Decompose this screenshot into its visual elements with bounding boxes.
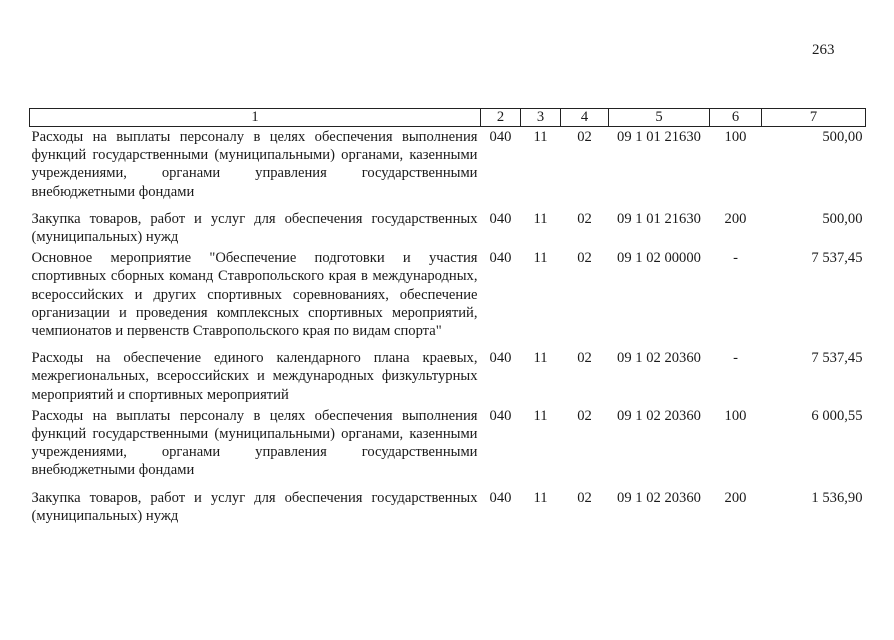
table-row [30,488,866,527]
row-amount: 1 536,90 [811,489,863,506]
table-row [30,406,866,488]
row-code-subsection: 02 [577,250,592,267]
row-code-ministry: 040 [489,210,512,227]
row-code-subsection: 02 [577,129,592,145]
column-header-5: 5 [609,109,710,127]
row-code-expense-type: 200 [724,210,747,227]
row-code-ministry: 040 [489,129,512,145]
row-code-target: 09 1 01 21630 [617,129,701,145]
table-row [30,248,866,348]
column-header-2: 2 [481,109,521,127]
row-name: Закупка товаров, работ и услуг для обеспечения государственных (муниципальных) нужд [31,489,478,524]
row-code-section: 11 [533,489,548,506]
budget-table [29,108,866,527]
table-row [30,348,866,406]
row-code-ministry: 040 [489,407,512,424]
row-code-ministry: 040 [489,350,512,367]
row-code-target: 09 1 02 00000 [617,250,701,267]
row-amount: 7 537,45 [811,250,863,267]
row-code-section: 11 [533,250,548,267]
row-name: Закупка товаров, работ и услуг для обеспечения государственных (муниципальных) нужд [31,210,478,246]
row-code-target: 09 1 01 21630 [617,210,701,227]
row-code-section: 11 [533,350,548,367]
table-header [30,109,866,127]
row-code-expense-type: - [733,350,738,367]
row-amount: 500,00 [822,129,863,145]
row-code-target: 09 1 02 20360 [617,407,701,424]
row-name: Расходы на выплаты персоналу в целях обеспечения выполнения функций государственными (муниципальными) органами, казенными учреждениями, органами управления государственными внебюджетными фондами [31,129,478,200]
row-code-expense-type: - [733,250,738,267]
row-code-subsection: 02 [577,350,592,367]
table-body [30,127,866,528]
row-name: Расходы на выплаты персоналу в целях обеспечения выполнения функций государственными (муниципальными) органами, казенными учреждениями, органами управления государственными внебюджетными фондами [31,407,478,479]
header-row [30,109,866,127]
column-header-1: 1 [30,109,481,127]
table-row [30,127,866,209]
row-code-section: 11 [533,407,548,424]
row-code-ministry: 040 [489,250,512,267]
row-code-ministry: 040 [489,489,512,506]
row-code-section: 11 [533,129,548,145]
row-name: Расходы на обеспечение единого календарного плана краевых, межрегиональных, всероссийских и международных физкультурных мероприятий и спортивных мероприятий [31,350,478,403]
column-header-7: 7 [762,109,866,127]
row-code-target: 09 1 02 20360 [617,350,701,367]
column-header-4: 4 [561,109,609,127]
page-number: 263 [812,42,835,58]
column-header-3: 3 [521,109,561,127]
row-code-subsection: 02 [577,407,592,424]
row-code-target: 09 1 02 20360 [617,489,701,506]
row-code-subsection: 02 [577,210,592,227]
row-amount: 500,00 [822,210,863,227]
row-code-subsection: 02 [577,489,592,506]
table-row [30,209,866,248]
column-header-6: 6 [710,109,762,127]
row-code-expense-type: 100 [724,129,747,145]
row-code-expense-type: 100 [724,407,747,424]
row-code-expense-type: 200 [724,489,747,506]
row-amount: 6 000,55 [811,407,863,424]
row-name: Основное мероприятие "Обеспечение подготовки и участия спортивных сборных команд Ставропольского края в международных, всероссийских и других спортивных соревнованиях, обеспечение организации и проведения комплексных спортивных мероприятий, чемпионатов и первенств Ставропольского края по видам спорта" [31,250,478,340]
row-code-section: 11 [533,210,548,227]
row-amount: 7 537,45 [811,350,863,367]
